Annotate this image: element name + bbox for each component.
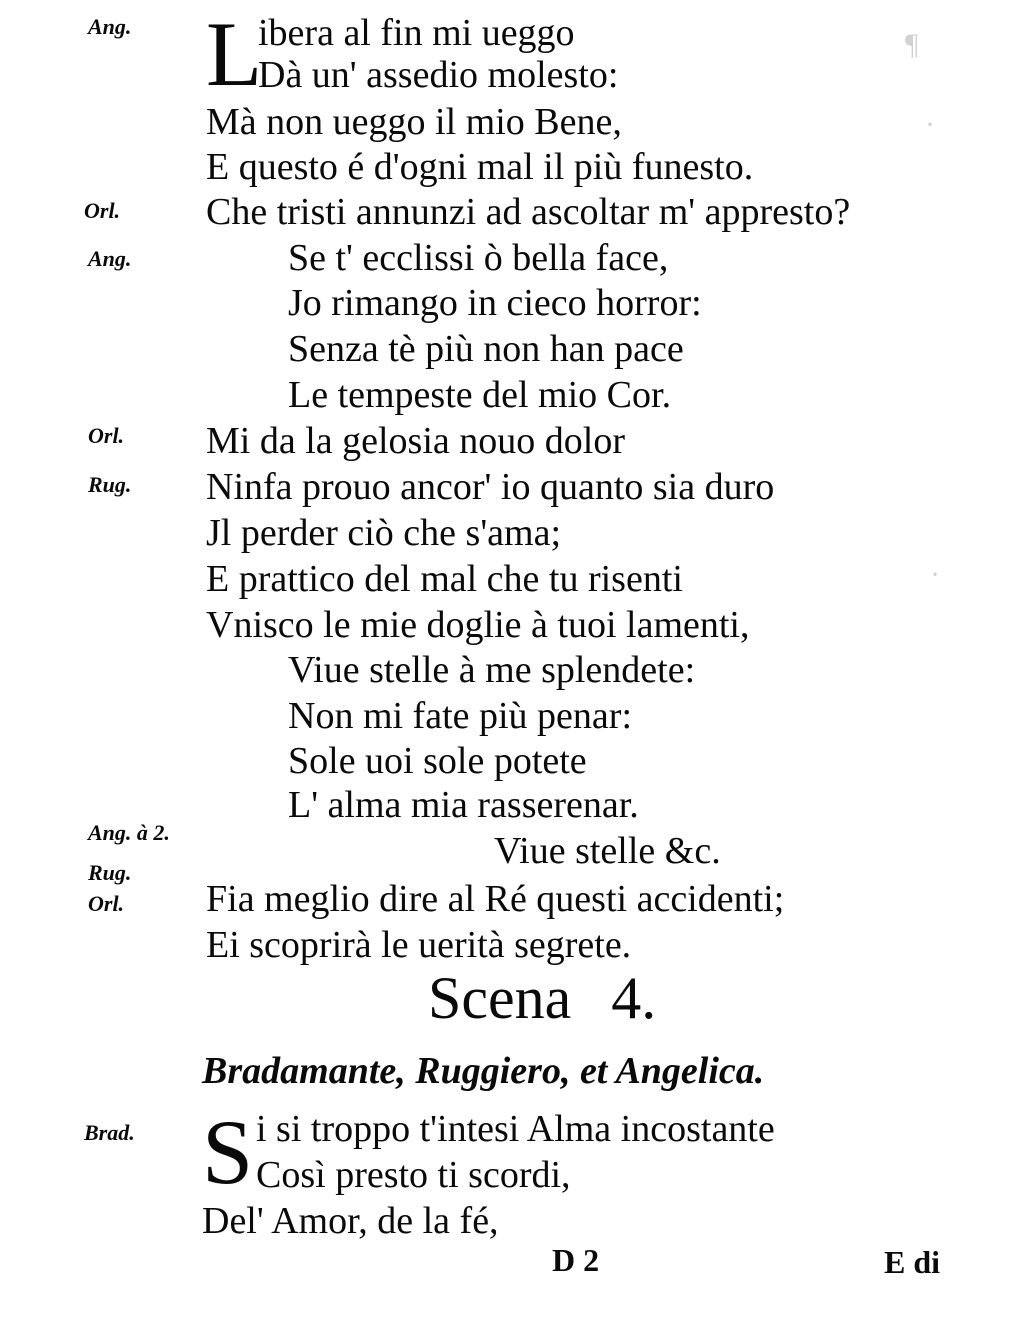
verse-line: i si troppo t'intesi Alma incostante — [256, 1108, 775, 1150]
speaker-label: Orl. — [88, 423, 125, 448]
verse-line: Le tempeste del mio Cor. — [288, 374, 672, 416]
drop-cap: S — [202, 1101, 254, 1203]
verse-line: Senza tè più non han pace — [288, 328, 684, 370]
verse-line: Che tristi annunzi ad ascoltar m' appresto? — [206, 191, 851, 233]
drop-cap: L — [206, 3, 263, 105]
scene-number: 4. — [611, 965, 657, 1031]
verse-line: Così presto ti scordi, — [256, 1154, 571, 1196]
verse-line: Mi da la gelosia nouo dolor — [206, 420, 625, 462]
speaker-label: Ang. à 2. — [88, 820, 170, 845]
speaker-label: Ang. — [88, 246, 132, 271]
scene-heading — [428, 965, 657, 1031]
verse-line: Non mi fate più penar: — [288, 695, 633, 737]
signature-mark: D 2 — [552, 1242, 600, 1278]
verse-line: E questo é d'ogni mal il più funesto. — [206, 146, 754, 188]
verse-line: Del' Amor, de la fé, — [202, 1200, 499, 1242]
verse-line: ibera al fin mi ueggo — [258, 12, 575, 54]
verse-line: Se t' ecclissi ò bella face, — [288, 237, 669, 279]
verse-line: Ninfa prouo ancor' io quanto sia duro — [206, 466, 775, 508]
verse-line: Jo rimango in cieco horror: — [288, 282, 702, 324]
scene-title: Scena — [428, 965, 572, 1031]
verse-line: Vnisco le mie doglie à tuoi lamenti, — [206, 604, 750, 646]
speaker-label: Rug. — [88, 860, 132, 885]
verse-line: Ei scoprirà le uerità segrete. — [206, 924, 632, 966]
speaker-label: Rug. — [88, 472, 132, 497]
verse-line: Sole uoi sole potete — [288, 740, 587, 782]
scene-characters: Bradamante, Ruggiero, et Angelica. — [202, 1050, 765, 1092]
verse-line: Viue stelle à me splendete: — [288, 649, 696, 691]
show-through-mark: · — [925, 108, 935, 141]
speaker-label: Ang. — [88, 14, 132, 39]
verse-line: Mà non ueggo il mio Bene, — [206, 101, 622, 143]
speaker-label: Orl. — [88, 891, 125, 916]
verse-line: L' alma mia rasserenar. — [288, 784, 639, 826]
verse-line: Viue stelle &c. — [494, 830, 721, 872]
show-through-mark: ¶ — [905, 28, 919, 61]
verse-line: Dà un' assedio molesto: — [258, 54, 619, 96]
show-through-mark: · — [930, 558, 940, 591]
speaker-label: Orl. — [84, 198, 121, 223]
speaker-label: Brad. — [84, 1120, 135, 1145]
verse-line: Fia meglio dire al Ré questi accidenti; — [206, 878, 785, 920]
verse-line: E prattico del mal che tu risenti — [206, 558, 683, 600]
verse-line: Jl perder ciò che s'ama; — [206, 512, 562, 554]
catchword: E di — [884, 1244, 941, 1280]
